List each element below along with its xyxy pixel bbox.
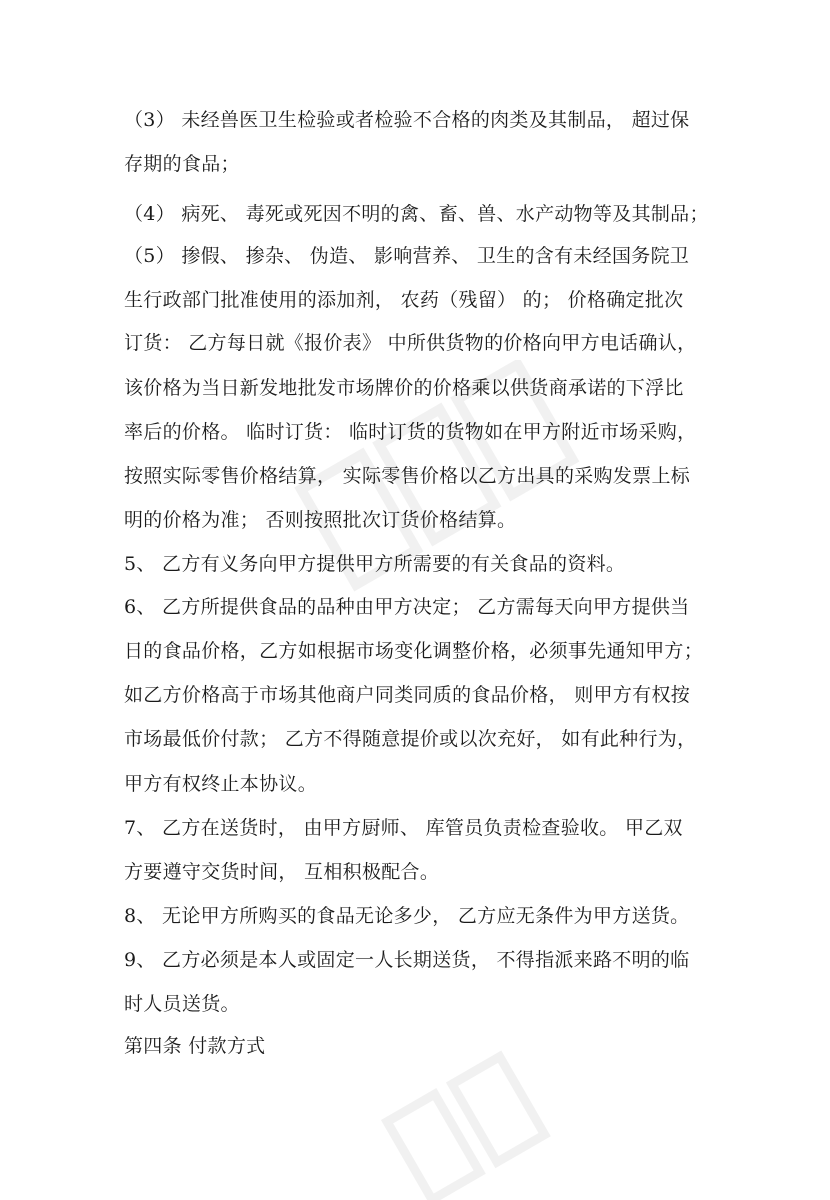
text-line: （3） 未经兽医卫生检验或者检验不合格的肉类及其制品， 超过保: [124, 109, 690, 131]
text-line: 8、 无论甲方所购买的食品无论多少， 乙方应无条件为甲方送货。: [124, 905, 690, 927]
text-line: 按照实际零售价格结算， 实际零售价格以乙方出具的采购发票上标: [124, 465, 691, 487]
text-line: 方要遵守交货时间， 互相积极配合。: [124, 861, 440, 883]
text-line: 时人员送货。: [124, 993, 240, 1015]
text-line: （5） 掺假、 掺杂、 伪造、 影响营养、 卫生的含有未经国务院卫: [124, 245, 690, 267]
text-line: 该价格为当日新发地批发市场牌价的价格乘以供货商承诺的下浮比: [124, 377, 684, 399]
watermark-logo-icon: [380, 1040, 600, 1200]
text-line: 生行政部门批准使用的添加剂， 农药（残留） 的； 价格确定批次: [124, 289, 684, 311]
text-line: 6、 乙方所提供食品的品种由甲方决定； 乙方需每天向甲方提供当: [124, 596, 690, 618]
text-line: 日的食品价格，乙方如根据市场变化调整价格，必须事先通知甲方；: [124, 640, 704, 662]
text-line: 存期的食品；: [124, 153, 240, 175]
text-line: 率后的价格。 临时订货： 临时订货的货物如在甲方附近市场采购，: [124, 421, 697, 443]
text-line: 7、 乙方在送货时， 由甲方厨师、 库管员负责检查验收。 甲乙双: [124, 817, 683, 839]
text-line: 明的价格为准； 否则按照批次订货价格结算。: [124, 509, 517, 531]
text-line: 5、 乙方有义务向甲方提供甲方所需要的有关食品的资料。: [124, 553, 626, 575]
text-line: 9、 乙方必须是本人或固定一人长期送货， 不得指派来路不明的临: [124, 949, 690, 971]
text-line: 订货： 乙方每日就《报价表》 中所供货物的价格向甲方电话确认，: [124, 332, 697, 354]
text-line: （4） 病死、 毒死或死因不明的禽、畜、兽、水产动物等及其制品；: [124, 203, 709, 225]
section-heading: 第四条 付款方式: [124, 1035, 266, 1057]
text-line: 市场最低价付款； 乙方不得随意提价或以次充好， 如有此种行为，: [124, 728, 697, 750]
text-line: 甲方有权终止本协议。: [124, 773, 318, 795]
text-line: 如乙方价格高于市场其他商户同类同质的食品价格， 则甲方有权按: [124, 684, 691, 706]
